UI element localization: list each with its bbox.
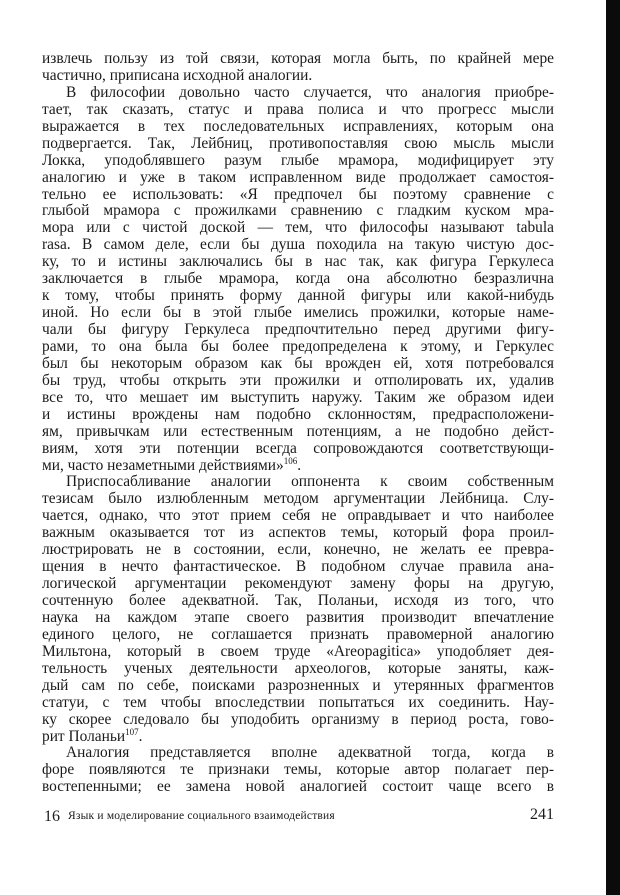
text-line: виям, хотя эти потенции всегда сопровождаются соответствующи- bbox=[42, 439, 554, 457]
text-line: Приспосабливание аналогии оппонента к своим собственным bbox=[66, 473, 554, 491]
text-line: логической аргументации рекомендуют замену форы на другую, bbox=[42, 575, 554, 593]
running-title: Язык и моделирование социального взаимодействия bbox=[68, 810, 335, 822]
text-line: важным оказывается тот из аспектов темы, который фора проил- bbox=[42, 524, 554, 542]
paragraph bbox=[42, 51, 554, 85]
text-line: Аналогия представляется вполне адекватной тогда, когда в bbox=[66, 744, 554, 762]
text-line: подвергается. Так, Лейбниц, противопоставляя свою мысль мысли bbox=[42, 134, 554, 152]
text-line: чали бы фигуру Геркулеса предпочтительно перед другими фигу- bbox=[42, 321, 554, 338]
text-line: тает, так сказать, статус и права полиса и что прогресс мысли bbox=[42, 100, 554, 118]
line-text: рит Поланьи bbox=[42, 727, 126, 745]
scan-edge-shadow bbox=[606, 0, 620, 895]
footnote-reference[interactable]: 107 bbox=[125, 726, 139, 737]
text-line: все то, что мешает им выступить наружу. Таким же образом идеи bbox=[42, 388, 554, 406]
text-line: сочтенную более адекватной. Так, Поланьи, исходя из того, что bbox=[42, 592, 554, 609]
text-line: люстрировать не в состоянии, если, конечно, не желать ее превра- bbox=[42, 541, 554, 559]
text-line: дый сам по себе, поисками разрозненных и утерянных фрагментов bbox=[42, 676, 554, 694]
text-line: тельно ее использовать: «Я предпочел бы поэтому сравнение с bbox=[42, 185, 554, 203]
text-line: востепенными; ее замена новой аналогией состоит чаще всего в bbox=[42, 778, 554, 796]
text-line: статуи, с тем чтобы впоследствии попытаться их соединить. Нау- bbox=[42, 693, 554, 711]
signature-number: 16 bbox=[44, 808, 60, 825]
text-line: Мильтона, который в своем труде «Areopagitica» уподобляет дея- bbox=[42, 642, 554, 660]
text-line: В философии довольно часто случается, что аналогия приобре- bbox=[66, 83, 554, 101]
text-line: частично, приписана исходной аналогии. bbox=[42, 66, 313, 84]
line-punctuation: . bbox=[297, 456, 302, 474]
text-line: заключается в глыбе мрамора, когда она абсолютно безразлична bbox=[42, 270, 554, 288]
text-line: Локка, уподоблявшего разум глыбе мрамора, модифицирует эту bbox=[42, 151, 554, 169]
text-line: единого целого, не соглашается признать правомерной аналогию bbox=[42, 625, 554, 643]
text-line: rasa. В самом деле, если бы душа походила на такую чистую дос- bbox=[42, 236, 554, 254]
text-line: ку скорее следовало бы уподобить организму в период роста, гово- bbox=[42, 710, 554, 728]
line-text: ми, часто незаметными действиями» bbox=[42, 456, 284, 474]
text-line: тельность ученых деятельности археологов, которые заняты, каж- bbox=[42, 659, 554, 677]
text-line: извлечь пользу из той связи, которая могла быть, по крайней мере bbox=[42, 50, 554, 67]
line-punctuation: . bbox=[138, 727, 143, 745]
paragraph bbox=[42, 745, 554, 796]
text-line: щения в нечто фантастическое. В подобном случае правила ана- bbox=[42, 558, 554, 576]
text-line: ям, привычкам или естественным потенциям, а не подобно дейст- bbox=[42, 422, 554, 440]
page-body bbox=[42, 51, 554, 796]
footnote-reference[interactable]: 106 bbox=[283, 455, 298, 466]
paragraph bbox=[42, 474, 554, 745]
text-line: иной. Но если бы в этой глыбе имелись прожилки, которые наме- bbox=[42, 304, 554, 322]
text-line: наука на каждом этапе своего развития производит впечатление bbox=[42, 608, 554, 626]
text-line: чается, однако, что этот прием себя не оправдывает и что наиболее bbox=[42, 507, 554, 525]
text-line: бы труд, чтобы открыть эти прожилки и отполировать их, удалив bbox=[42, 371, 554, 389]
text-line: форе появляются те признаки темы, которые автор полагает пер- bbox=[42, 761, 554, 779]
text-line: выражается в тех последовательных исправлениях, которым она bbox=[42, 117, 554, 135]
text-line-with-footnote bbox=[42, 726, 554, 746]
text-line: был бы некоторым образом как бы врожден ей, хотя потребовался bbox=[42, 354, 554, 372]
text-line: мора или с чистой доской — тем, что философы называют tabula bbox=[42, 219, 554, 237]
text-line: к тому, чтобы принять форму данной фигуры или какой-нибудь bbox=[42, 287, 554, 305]
text-line: рами, то она была бы более предопределена к этому, и Геркулес bbox=[42, 337, 554, 355]
text-line: тезисам было излюбленным методом аргументации Лейбница. Слу- bbox=[42, 490, 554, 508]
page-footer bbox=[44, 806, 556, 826]
text-line: и истины врождены нам подобно склонностям, предрасположени- bbox=[42, 405, 554, 423]
text-line: ку, то и истины заключались бы в нас так, как фигура Геркулеса bbox=[42, 253, 554, 271]
text-line: глыбой мрамора с прожилками сравнению с гладким куском мра- bbox=[42, 202, 554, 220]
text-line-with-footnote bbox=[42, 455, 554, 475]
page-number: 241 bbox=[530, 806, 554, 823]
text-line: аналогию и уже в таком исправленном виде продолжает самостоя- bbox=[42, 168, 554, 186]
paragraph bbox=[42, 85, 554, 475]
